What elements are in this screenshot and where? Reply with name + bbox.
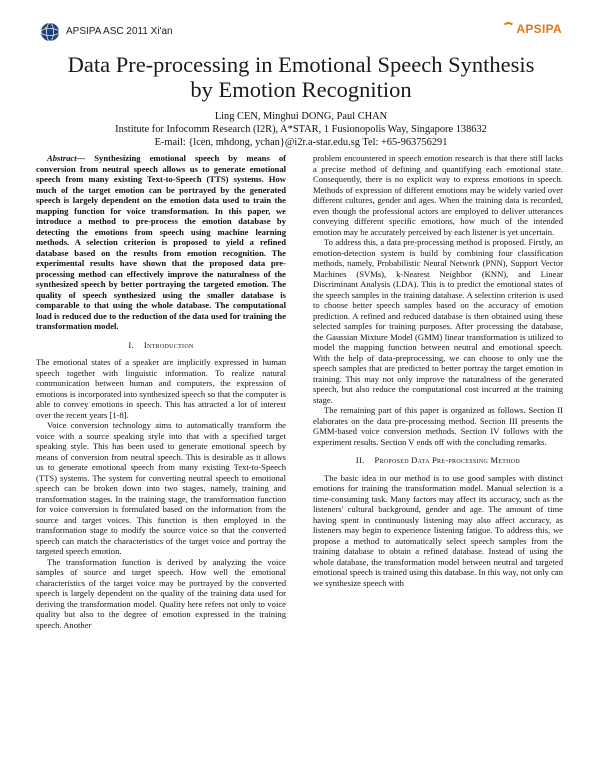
paragraph: The remaining part of this paper is organized as follows. Section II elaborates on the data pre-processing method. Section III presents the GMM-based voice conversion methods. Section IV follows with the experiment results. Section V ends off with the concluding remarks. (313, 405, 563, 447)
paragraph: The transformation function is derived by analyzing the voice samples of source and target speech. How well the emotional characteristics of the target voice may be portrayed by the converted speech is largely dependent on the quality of the training data used for deriving the transformation model. Quality here refers not only to voice quality but also to the degree of emotion expressed in the training speech. Another (36, 556, 286, 630)
abstract-text: Synthesizing emotional speech by means of conversion from neutral speech allows us to generate emotional speech from many existing Text-to-Speech (TTS) systems. How much of the target emotion can be portrayed by the generated speech is largely dependent on the emotion data used to train the mapping function for voice transformation. In this paper, we introduce a method to pre-process the emotion database by detecting the emotions from speech using machine learning methods. A selection criterion is proposed to yield a refined database based on the results from emotion recognition. The experimental results have shown that the proposed data pre-processing method can effectively improve the naturalness of the synthesized speech by better portraying the targeted emotion. The quality of speech synthesized using the smaller database is comparable to that using the whole database. The computational load is reduced due to the reduction of the data used for training the transformation model. (36, 153, 286, 331)
conference-name: APSIPA ASC 2011 Xi'an (66, 26, 173, 37)
author-contact: E-mail: {lcen, mhdong, ychan}@i2r.a-star.edu.sg Tel: +65-963756291 (154, 137, 448, 148)
abstract-label: Abstract— (47, 153, 86, 163)
author-block (40, 110, 562, 149)
section-heading-introduction: I. Introduction (128, 340, 194, 350)
left-column (36, 153, 286, 630)
paragraph: The emotional states of a speaker are implicitly expressed in human speech together with linguistic information. To realize natural communication between human and computers, the expression of emotions is incorporated into synthesized speech so that the computer is able to convey emotions in speech. This has attracted a lot of interest over the recent years [1-8]. (36, 357, 286, 420)
right-column (313, 153, 563, 588)
paragraph: The basic idea in our method is to use good samples with distinct emotions for training the transformation model. Manual selection is a time-consuming task. Many factors may affect its accuracy, such as the listeners' cultural background, gender and age. The amount of time having spent in continuously listening may also affect accuracy, as listeners may begin to experience listening fatigue. To address this, we propose a method to automatically select speech samples from the training database to obtain a refined database. Instead of using the whole database, the transformation model between neutral and targeted emotional speech is trained using this database. In this way, not only can we synthesize speech with (313, 472, 563, 588)
paragraph: Voice conversion technology aims to automatically transform the voice with a source speaking style into that with a specified target speaking style. This has been used to generate emotional speech by means of conversion from neutral speech. This is desirable as it allows us to generate emotional speech from many existing Text-to-Speech (TTS) systems. The system for converting neutral speech to emotional speech can be broken down into two stages, namely, training and transformation stages. In the training stage, the transformation function for voice conversion is formulated based on the information from the source and target voices. This function is then employed in the transformation stage to modify the source voice so that the converted speech can match the characteristics of the target voice and portray the targeted speech emotion. (36, 420, 286, 556)
paragraph: problem encountered in speech emotion research is that there still lacks a precise method of defining and quantifying each emotional state. Consequently, there is no explicit way to express emotions in speech. Methods of expression of different emotions may be widely varied over different cultures, gender and ages. When the training data is recorded, even though the professional actors are employed to deliver utterances conveying different specific emotions, how much of the intended emotion may be accurately perceived by each listener is yet uncertain. (313, 153, 563, 237)
paper-title (40, 52, 562, 102)
title-line-2: by Emotion Recognition (190, 77, 412, 102)
title-line-1: Data Pre-processing in Emotional Speech Synthesis (67, 52, 535, 77)
paragraph: To address this, a data pre-processing method is proposed. Firstly, an emotion-detection system is build by combining four classification methods, namely, Probabilistic Neural Network (PNN), Support Vector Machines (SVMs), k-Nearest Neighbor (KNN), and Linear Discriminant Analysis (LDA). This is to predict the emotional states of the speech samples in the training database. A selection criterion is used to choose better speech samples based on the accuracy of emotion prediction. A refined and reduced database is then obtained using these selected samples for training purposes. After processing the database, the Gaussian Mixture Model (GMM) linear transformation is utilized to model the mapping function between neutral and emotional speech. With the help of data-preprocessing, we can choose to only use the speech samples that are predicted to better portray the target emotion in training. This may not only improve the naturalness of the generated speech, but also reduce the computational cost incurred at the training stage. (313, 237, 563, 405)
conference-globe-icon (40, 22, 60, 42)
section-heading-method: II. Proposed Data Pre-processing Method (355, 456, 521, 465)
author-names: Ling CEN, Minghui DONG, Paul CHAN (214, 111, 388, 122)
author-affiliation: Institute for Infocomm Research (I2R), A*STAR, 1 Fusionopolis Way, Singapore 138632 (115, 124, 487, 135)
abstract (36, 153, 286, 332)
apsipa-logo: APSIPA (502, 22, 562, 36)
page-header (40, 20, 562, 46)
